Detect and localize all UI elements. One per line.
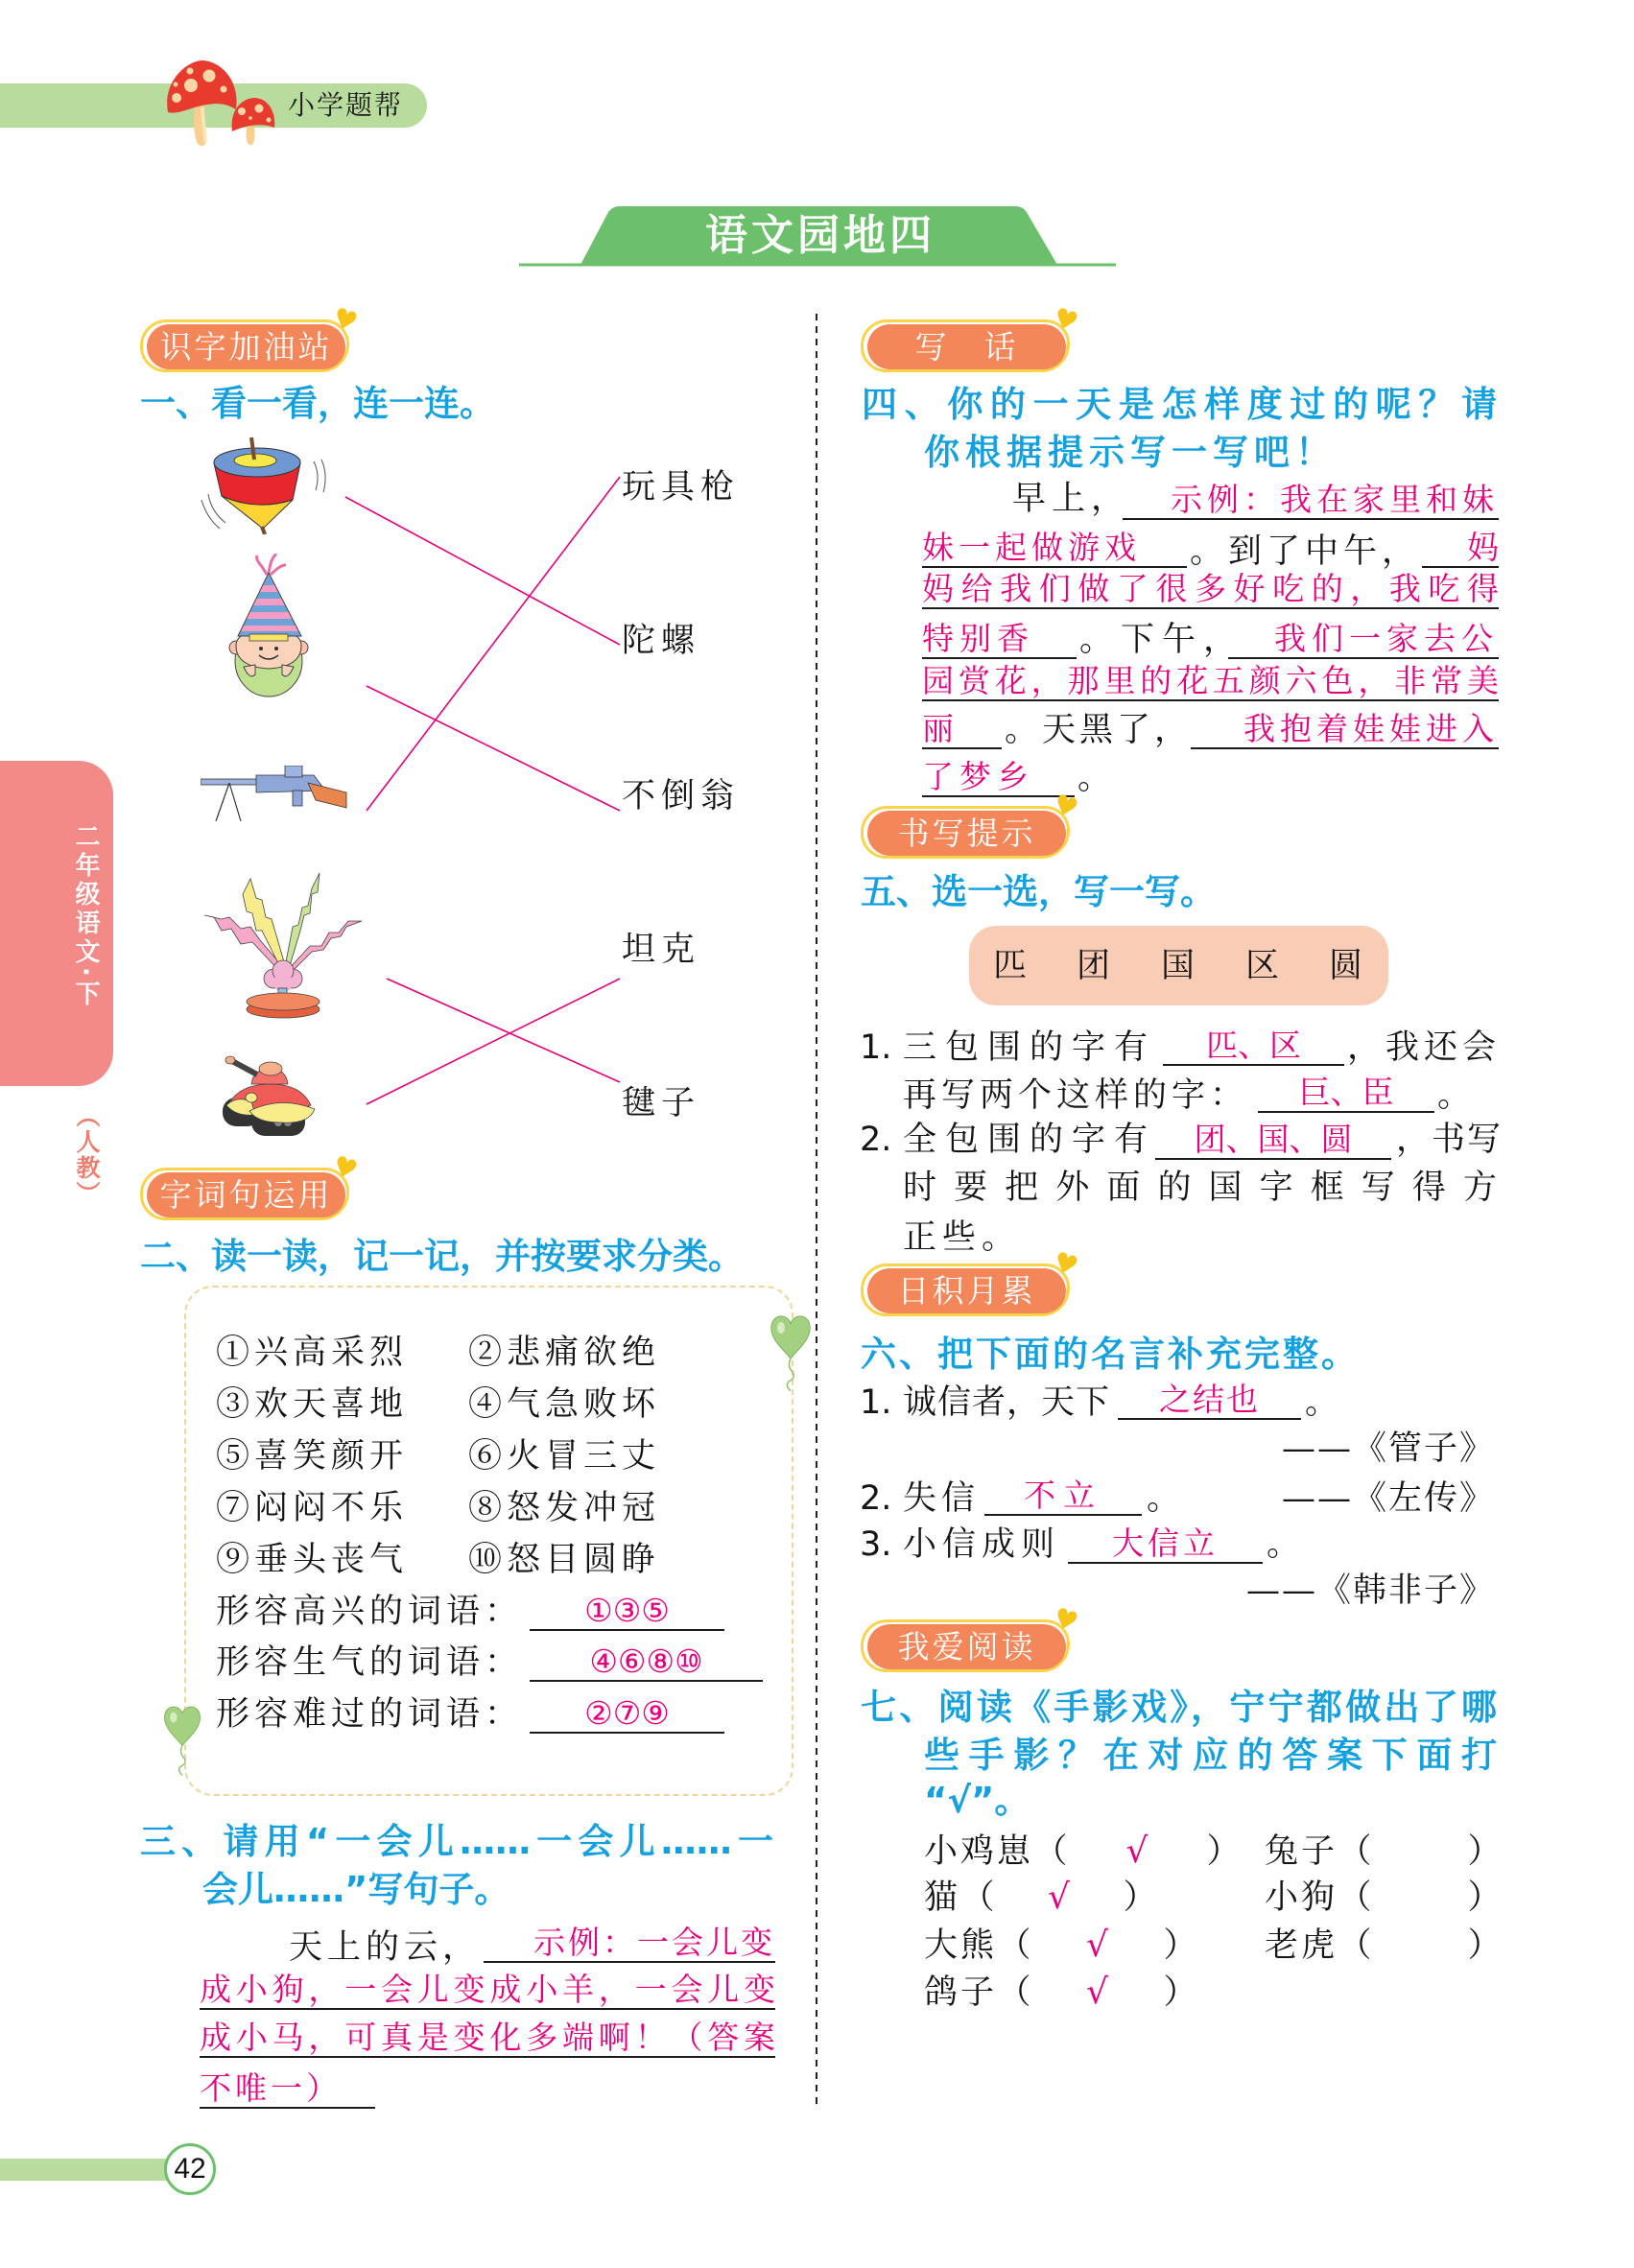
s5-q1-text4: 。 bbox=[1437, 1076, 1478, 1115]
char-option: 国 bbox=[1161, 947, 1196, 985]
option-bear bbox=[924, 1926, 1197, 1965]
paren-open: （ bbox=[997, 1973, 1031, 2012]
option-label: 鸽子 bbox=[924, 1973, 998, 2012]
character-box bbox=[969, 926, 1388, 1005]
paren-open: （ bbox=[1338, 1832, 1372, 1871]
s4-heading-line2: 你根据提示写一写吧！ bbox=[924, 432, 1337, 473]
quote-3-end: 。 bbox=[1267, 1525, 1307, 1564]
char-option: 团 bbox=[1077, 947, 1111, 985]
quote-2-answer[interactable]: 不立 bbox=[984, 1477, 1142, 1516]
quote-2-end: 。 bbox=[1147, 1479, 1187, 1518]
s7-heading-line3: “√”。 bbox=[924, 1780, 1030, 1821]
match-label-toy-gun: 玩具枪 bbox=[622, 468, 741, 507]
badge-label: 书写提示 bbox=[897, 815, 1036, 852]
quote-3-text: 小信成则 bbox=[903, 1525, 1061, 1564]
check-slot-puppy[interactable] bbox=[1372, 1878, 1467, 1917]
s5-q1-answer1[interactable]: 匹、区 bbox=[1163, 1028, 1344, 1066]
idiom-7: ⑦闷闷不乐 bbox=[216, 1489, 409, 1527]
quote-1-text: 诚信者，天下 bbox=[903, 1383, 1111, 1422]
check-slot-chick[interactable]: √ bbox=[1125, 1831, 1149, 1871]
s4-afternoon-answer-1[interactable]: 我们一家去公 bbox=[1228, 621, 1499, 659]
paren-open: （ bbox=[997, 1926, 1031, 1965]
s4-afternoon-answer-2[interactable]: 园赏花，那里的花五颜六色，非常美 bbox=[922, 662, 1499, 699]
mushroom-logo-icon bbox=[163, 58, 283, 149]
badge-writing bbox=[861, 300, 1082, 372]
char-option: 匹 bbox=[993, 947, 1028, 985]
option-label: 老虎 bbox=[1265, 1926, 1338, 1965]
s4-afternoon-answer-3[interactable]: 丽 bbox=[922, 711, 1002, 749]
toy-tank-picture bbox=[223, 1055, 319, 1137]
quote-3-answer[interactable]: 大信立 bbox=[1068, 1525, 1263, 1564]
s3-heading-line2: 会儿……”写句子。 bbox=[202, 1869, 510, 1910]
paren-close: ） bbox=[1467, 1878, 1502, 1917]
option-rabbit bbox=[1265, 1832, 1502, 1871]
paren-close: ） bbox=[1467, 1832, 1502, 1871]
paren-close: ） bbox=[1163, 1973, 1197, 2012]
match-label-tumbler: 不倒翁 bbox=[622, 777, 741, 815]
badge-word-usage bbox=[140, 1148, 362, 1220]
toy-gun-picture bbox=[201, 766, 348, 822]
s4-morning-answer-2[interactable]: 妹一起做游戏 bbox=[922, 530, 1187, 568]
s5-q2-number: 2. bbox=[860, 1121, 892, 1159]
s7-heading-line1: 七、阅读《手影戏》，宁宁都做出了哪 bbox=[861, 1687, 1497, 1728]
s4-morning-answer-1[interactable]: 示例：我在家里和妹 bbox=[1123, 482, 1499, 520]
s5-q1-text2: ，我还会 bbox=[1347, 1028, 1502, 1067]
s5-q2-text4: 正些。 bbox=[903, 1218, 1022, 1257]
match-label-tank: 坦克 bbox=[622, 931, 701, 969]
paren-open: （ bbox=[1338, 1926, 1372, 1965]
category-label-angry: 形容生气的词语： bbox=[216, 1643, 524, 1682]
badge-label: 识字加油站 bbox=[159, 328, 333, 366]
quote-1-end: 。 bbox=[1305, 1383, 1345, 1422]
footer-bar bbox=[0, 2159, 168, 2181]
badge-label: 写 话 bbox=[914, 328, 1019, 366]
option-cat bbox=[924, 1878, 1157, 1917]
s3-answer-line2[interactable]: 成小狗，一会儿变成小羊，一会儿变 bbox=[200, 1971, 775, 2008]
page-number: 42 bbox=[174, 2153, 206, 2185]
balloon-icon bbox=[161, 1701, 203, 1778]
match-line-shuttlecock bbox=[387, 979, 620, 1082]
check-slot-cat[interactable]: √ bbox=[1048, 1878, 1070, 1917]
category-answer-happy[interactable]: ①③⑤ bbox=[530, 1593, 724, 1631]
quote-1-source: ——《管子》 bbox=[1281, 1429, 1495, 1468]
option-chick bbox=[924, 1832, 1241, 1871]
s5-q1-answer2[interactable]: 巨、臣 bbox=[1258, 1075, 1434, 1113]
badge-daily-accumulation bbox=[861, 1244, 1082, 1316]
match-line-tumbler bbox=[367, 686, 620, 811]
option-pigeon bbox=[924, 1973, 1197, 2012]
option-tiger bbox=[1265, 1926, 1502, 1965]
s5-q2-text2: ，书写 bbox=[1396, 1121, 1504, 1159]
badge-writing-tips bbox=[861, 787, 1082, 859]
s4-afternoon-prompt: 。下午， bbox=[1079, 621, 1245, 659]
spinning-top-picture bbox=[201, 437, 330, 534]
heart-icon: ♥ bbox=[1049, 1244, 1082, 1284]
option-label: 小鸡崽 bbox=[924, 1832, 1034, 1871]
quote-2-number: 2. bbox=[860, 1479, 892, 1518]
quote-2-source: ——《左传》 bbox=[1281, 1479, 1495, 1518]
heart-icon: ♥ bbox=[328, 300, 362, 340]
s6-heading: 六、把下面的名言补充完整。 bbox=[861, 1334, 1360, 1375]
s4-noon-answer-3[interactable]: 特别香 bbox=[922, 621, 1077, 659]
check-slot-rabbit[interactable] bbox=[1372, 1832, 1467, 1871]
idiom-9: ⑨垂头丧气 bbox=[216, 1541, 409, 1579]
idiom-2: ②悲痛欲绝 bbox=[468, 1334, 661, 1372]
s4-night-prompt: 。天黑了， bbox=[1005, 711, 1193, 749]
char-option: 圆 bbox=[1329, 947, 1363, 985]
s7-heading-line2: 些手影？在对应的答案下面打 bbox=[924, 1735, 1497, 1776]
check-slot-bear[interactable]: √ bbox=[1086, 1925, 1108, 1965]
page-title: 语文园地四 bbox=[705, 211, 935, 260]
category-answer-angry[interactable]: ④⑥⑧⑩ bbox=[530, 1643, 763, 1682]
paren-open: （ bbox=[1338, 1878, 1372, 1917]
s5-q1-text1: 三包围的字有 bbox=[903, 1028, 1157, 1067]
idiom-6: ⑥火冒三丈 bbox=[468, 1437, 661, 1476]
match-label-shuttlecock: 毽子 bbox=[622, 1084, 701, 1122]
badge-love-reading bbox=[861, 1600, 1082, 1672]
quote-3-source: ——《韩非子》 bbox=[1245, 1571, 1495, 1610]
paren-close: ） bbox=[1467, 1926, 1502, 1965]
quote-2-text: 失信 bbox=[903, 1479, 981, 1518]
s4-night-answer-1[interactable]: 我抱着娃娃进入 bbox=[1191, 711, 1499, 749]
badge-label: 我爱阅读 bbox=[897, 1628, 1036, 1666]
option-label: 猫 bbox=[924, 1878, 961, 1917]
option-label: 大熊 bbox=[924, 1926, 998, 1965]
s3-answer-line1[interactable]: 示例：一会儿变 bbox=[484, 1925, 775, 1963]
paren-open: （ bbox=[960, 1878, 995, 1917]
idiom-5: ⑤喜笑颜开 bbox=[216, 1437, 409, 1476]
heart-icon: ♥ bbox=[1049, 1600, 1082, 1640]
heart-icon: ♥ bbox=[328, 1148, 362, 1188]
paren-close: ） bbox=[1163, 1926, 1197, 1965]
badge-literacy-station bbox=[140, 300, 362, 372]
check-slot-tiger[interactable] bbox=[1372, 1926, 1467, 1965]
match-label-spinning-top: 陀螺 bbox=[622, 622, 701, 660]
s5-q1-number: 1. bbox=[860, 1028, 892, 1067]
tumbler-doll-picture bbox=[223, 554, 314, 697]
s2-heading: 二、读一读，记一记，并按要求分类。 bbox=[140, 1236, 744, 1277]
s1-heading: 一、看一看，连一连。 bbox=[140, 383, 495, 424]
paren-close: ） bbox=[1123, 1878, 1157, 1917]
char-option: 区 bbox=[1245, 947, 1280, 985]
s5-q2-text3: 时要把外面的国字框写得方 bbox=[903, 1169, 1497, 1207]
s3-heading-line1: 三、请用“一会儿……一会儿……一 bbox=[140, 1821, 773, 1862]
s3-prompt: 天上的云， bbox=[289, 1928, 482, 1967]
match-line-spinning-top bbox=[345, 497, 620, 645]
s3-answer-line3[interactable]: 成小马，可真是变化多端啊！（答案 bbox=[200, 2019, 775, 2056]
s4-noon-prompt: 。到了中午， bbox=[1190, 532, 1421, 571]
paren-close: ） bbox=[1206, 1832, 1241, 1871]
option-label: 小狗 bbox=[1265, 1878, 1338, 1917]
match-line-tank bbox=[367, 979, 620, 1104]
match-line-toy-gun bbox=[367, 477, 620, 811]
idiom-3: ③欢天喜地 bbox=[216, 1385, 409, 1424]
balloon-icon bbox=[768, 1312, 814, 1391]
s4-night-answer-2[interactable]: 了梦乡 bbox=[922, 759, 1075, 797]
s4-heading-line1: 四、你的一天是怎样度过的呢？请 bbox=[862, 384, 1497, 425]
shuttlecock-picture bbox=[202, 873, 363, 1019]
heart-icon: ♥ bbox=[1049, 787, 1082, 826]
idiom-8: ⑧怒发冲冠 bbox=[468, 1489, 661, 1527]
category-answer-sad[interactable]: ②⑦⑨ bbox=[530, 1695, 724, 1734]
column-divider bbox=[816, 314, 817, 2108]
category-label-happy: 形容高兴的词语： bbox=[216, 1593, 524, 1631]
s5-heading: 五、选一选，写一写。 bbox=[861, 871, 1216, 912]
idiom-1: ①兴高采烈 bbox=[216, 1334, 409, 1372]
s4-noon-answer-1[interactable]: 妈 bbox=[1422, 530, 1499, 568]
badge-label: 日积月累 bbox=[897, 1272, 1036, 1310]
side-tab-grade: 二年级语文·下 bbox=[71, 823, 100, 1009]
category-label-sad: 形容难过的词语： bbox=[216, 1695, 524, 1734]
s4-morning-prompt: 早上， bbox=[1012, 480, 1131, 518]
s4-end-mark: 。 bbox=[1077, 759, 1118, 797]
s5-q2-text1: 全包围的字有 bbox=[903, 1121, 1157, 1159]
s5-q2-answer1[interactable]: 团、国、圆 bbox=[1155, 1122, 1391, 1160]
idiom-4: ④气急败坏 bbox=[468, 1385, 661, 1424]
check-slot-pigeon[interactable]: √ bbox=[1086, 1973, 1108, 2012]
side-tab-edition: （人教） bbox=[73, 1103, 101, 1207]
option-puppy bbox=[1265, 1878, 1502, 1917]
brand-name: 小学题帮 bbox=[288, 89, 404, 121]
s5-q1-text3: 再写两个这样的字： bbox=[903, 1076, 1249, 1115]
quote-1-answer[interactable]: 之结也 bbox=[1118, 1382, 1301, 1420]
quote-3-number: 3. bbox=[860, 1525, 892, 1564]
idiom-10: ⑩怒目圆睁 bbox=[468, 1541, 661, 1579]
s3-answer-line4[interactable]: 不唯一） bbox=[200, 2070, 375, 2109]
quote-1-number: 1. bbox=[860, 1383, 892, 1422]
badge-label: 字词句运用 bbox=[159, 1176, 333, 1214]
option-label: 兔子 bbox=[1265, 1832, 1338, 1871]
heart-icon: ♥ bbox=[1049, 300, 1082, 340]
s4-noon-answer-2[interactable]: 妈给我们做了很多好吃的，我吃得 bbox=[922, 570, 1499, 607]
paren-open: （ bbox=[1033, 1832, 1068, 1871]
